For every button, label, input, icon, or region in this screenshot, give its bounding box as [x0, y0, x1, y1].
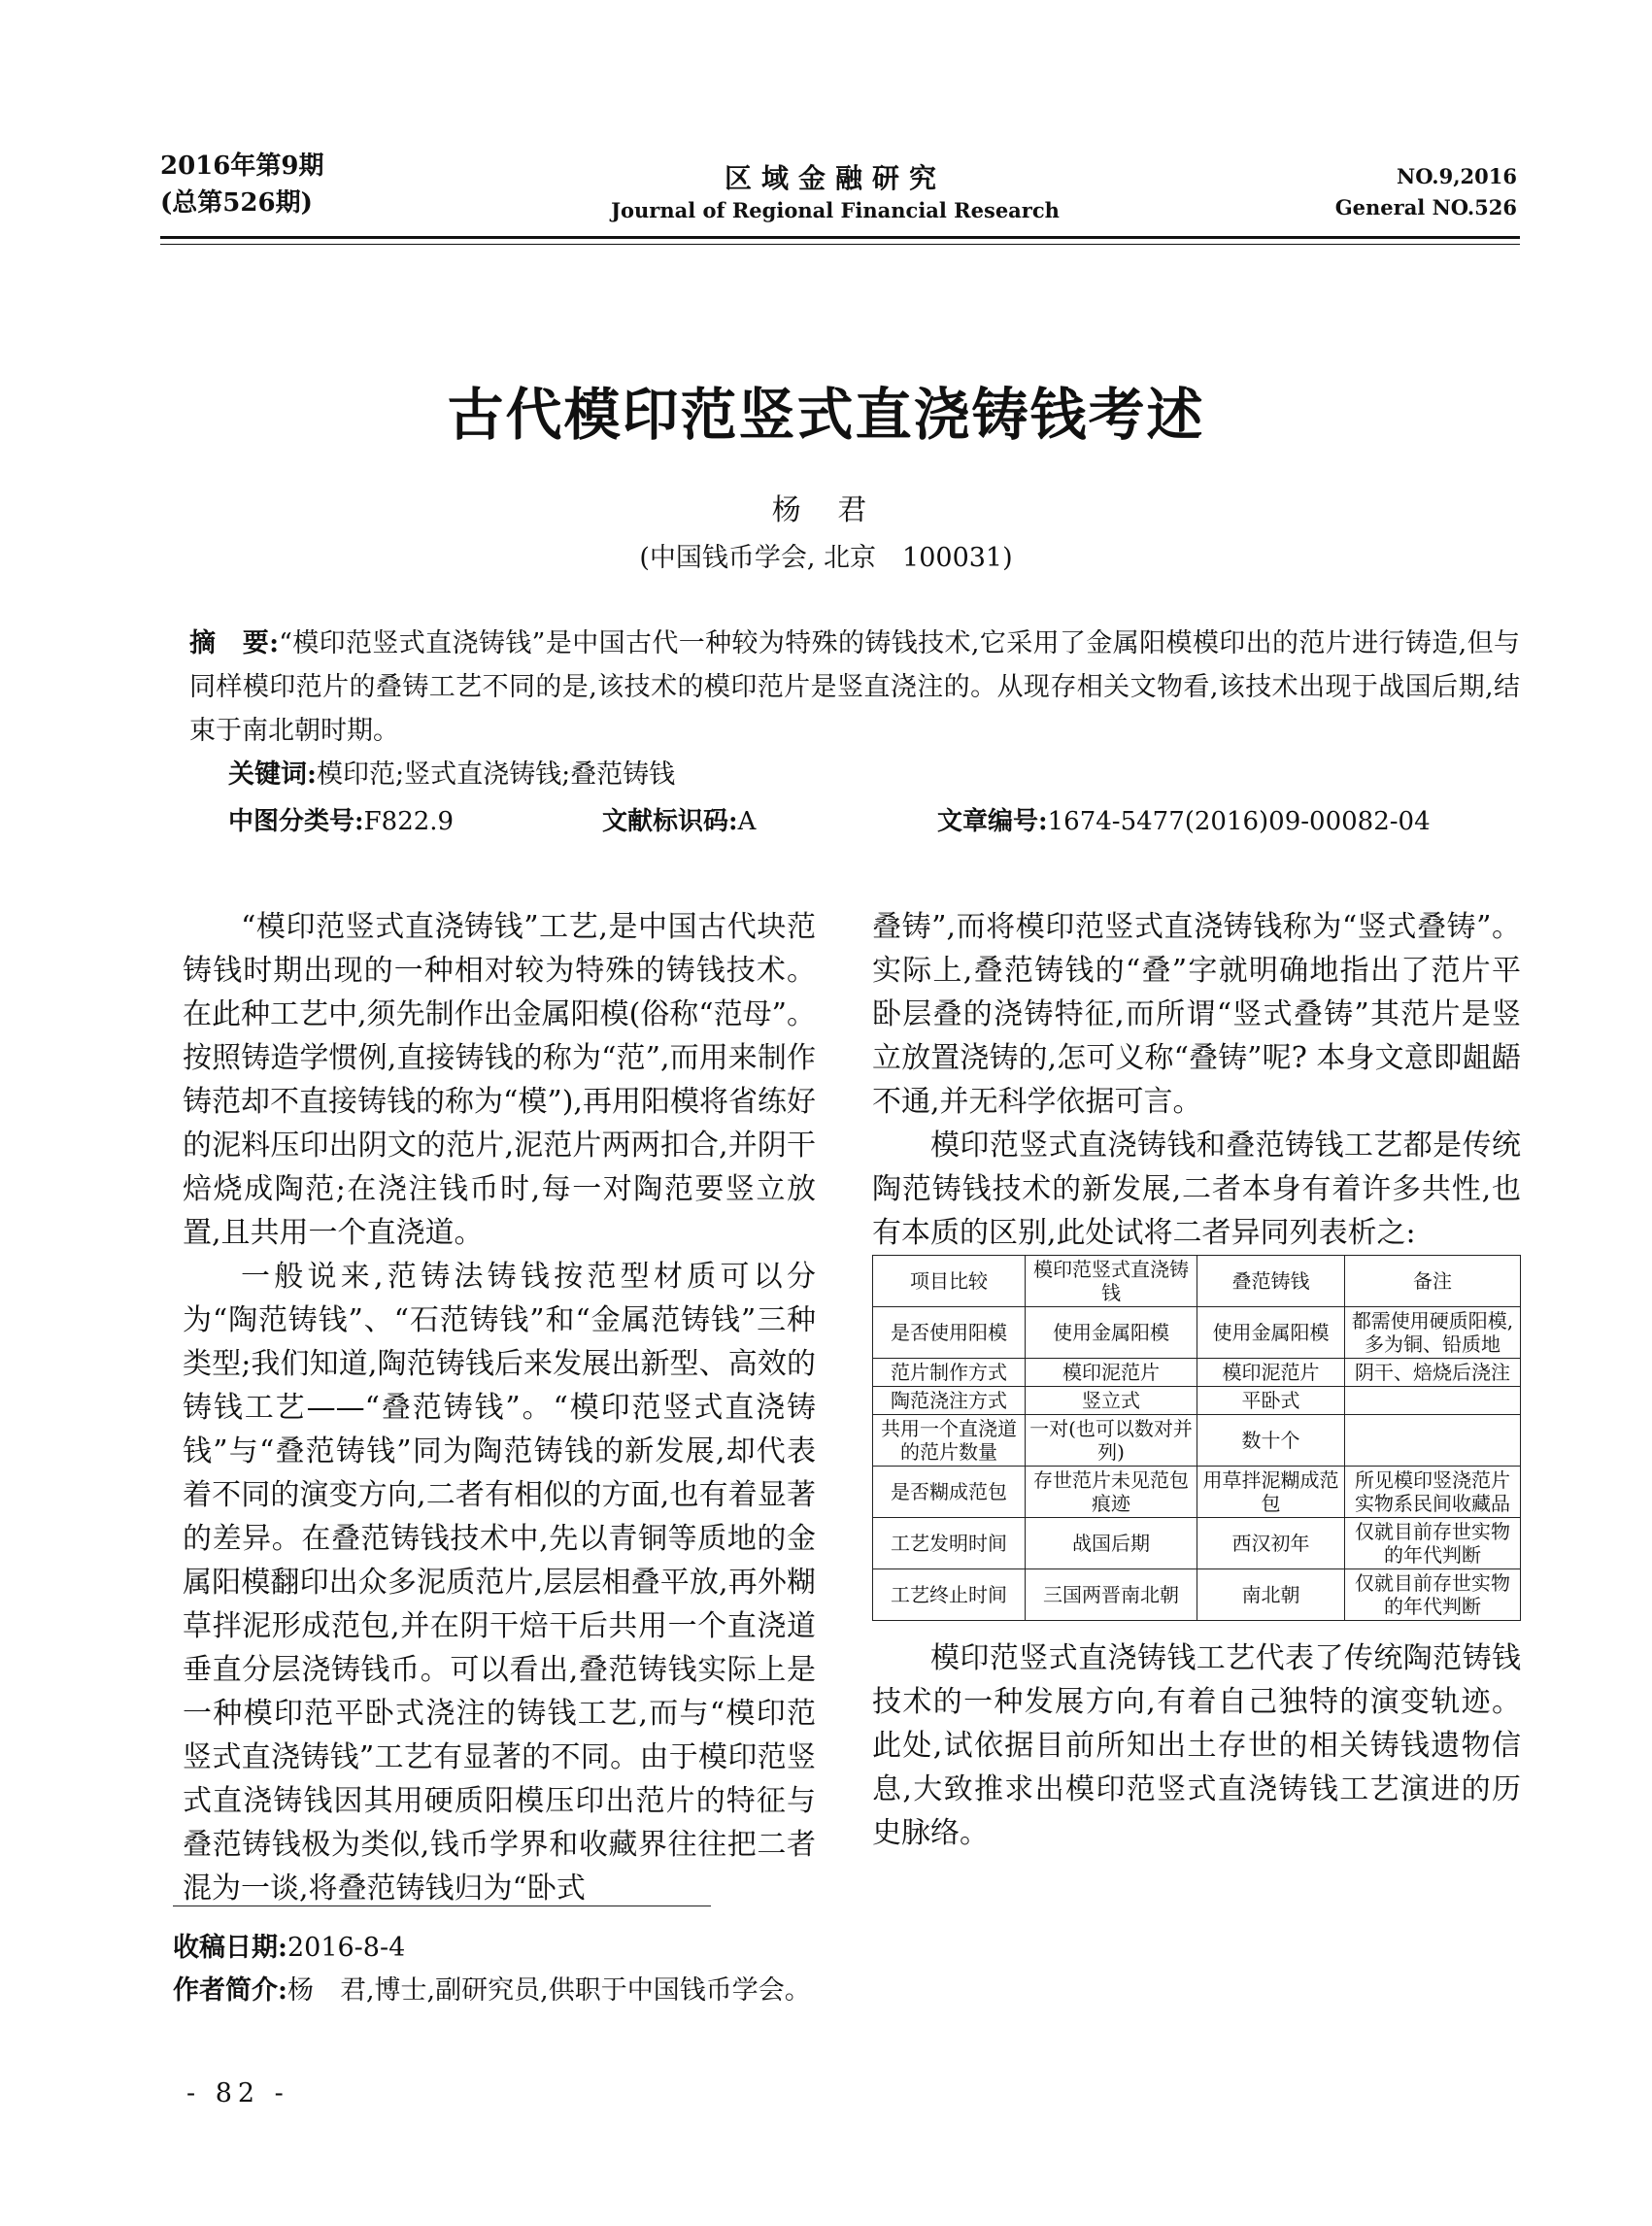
article-number	[937, 802, 1431, 841]
table-header-cell: 模印范竖式直浇铸钱	[1026, 1256, 1197, 1307]
issue-info	[160, 148, 323, 221]
body-right-column-lower	[872, 1636, 1521, 1855]
table-row	[873, 1467, 1521, 1518]
doc-label: 文献标识码:	[602, 807, 738, 836]
table-cell: 平卧式	[1197, 1387, 1345, 1415]
table-row	[873, 1518, 1521, 1569]
table-header-cell: 备注	[1345, 1256, 1521, 1307]
body-paragraph: “模印范竖式直浇铸钱”工艺,是中国古代块范铸钱时期出现的一种相对较为特殊的铸钱技术。在此种工艺中,须先制作出金属阳模(俗称“范母”。按照铸造学惯例,直接铸钱的称为“范”,而用来制作铸范却不直接铸钱的称为“模”),再用阳模将省练好的泥料压印出阴文的范片,泥范片两两扣合,并阴干焙烧成陶范;在浇注钱币时,每一对陶范要竖立放置,且共用一个直浇道。	[183, 910, 816, 1250]
page-number: - 82 -	[186, 2078, 289, 2108]
journal-name-cn: 区域金融研究	[724, 162, 946, 194]
table-cell: 都需使用硬质阳模,多为铜、铅质地	[1345, 1307, 1521, 1359]
general-no: General NO.526	[1334, 195, 1517, 219]
table-cell: 所见模印竖浇范片实物系民间收藏品	[1345, 1467, 1521, 1518]
received-date	[173, 1929, 405, 1968]
received-value: 2016-8-4	[287, 1933, 406, 1963]
issue-year: 2016年第9期	[160, 152, 324, 181]
body-left-column	[183, 905, 816, 1910]
table-cell: 工艺发明时间	[873, 1518, 1026, 1569]
table-header-row	[873, 1256, 1521, 1307]
table-cell: 仅就目前存世实物的年代判断	[1345, 1569, 1521, 1621]
article-title: 古代模印范竖式直浇铸钱考述	[447, 382, 1205, 448]
table-cell: 南北朝	[1197, 1569, 1345, 1621]
bio-value: 杨 君,博士,副研究员,供职于中国钱币学会。	[287, 1975, 811, 2006]
article-number-label: 文章编号:	[937, 807, 1048, 836]
table-header-cell: 项目比较	[873, 1256, 1026, 1307]
keywords	[228, 756, 675, 794]
table-row	[873, 1359, 1521, 1387]
author-affiliation: (中国钱币学会, 北京 100031)	[639, 543, 1013, 573]
table-cell: 使用金属阳模	[1197, 1307, 1345, 1359]
table-cell: 是否糊成范包	[873, 1467, 1026, 1518]
abstract	[189, 622, 1520, 753]
article-author: 杨 君	[771, 493, 881, 527]
keywords-label: 关键词:	[228, 759, 317, 790]
clc-label: 中图分类号:	[228, 807, 364, 836]
table-cell: 共用一个直浇道的范片数量	[873, 1415, 1026, 1467]
body-paragraph: 模印范竖式直浇铸钱和叠范铸钱工艺都是传统陶范铸钱技术的新发展,二者本身有着许多共性,也有本质的区别,此处试将二者异同列表析之:	[872, 1129, 1521, 1250]
table-cell: 数十个	[1197, 1415, 1345, 1467]
issue-total: (总第526期)	[160, 188, 313, 218]
table-cell: 存世范片未见范包痕迹	[1026, 1467, 1197, 1518]
author-bio	[173, 1972, 811, 2010]
table-cell: 模印泥范片	[1026, 1359, 1197, 1387]
document-code	[602, 802, 756, 841]
table-cell: 模印泥范片	[1197, 1359, 1345, 1387]
clc-value: F822.9	[363, 807, 455, 836]
body-paragraph: 模印范竖式直浇铸钱工艺代表了传统陶范铸钱技术的一种发展方向,有着自己独特的演变轨迹。此处,试依据目前所知出土存世的相关铸钱遗物信息,大致推求出模印范竖式直浇铸钱工艺演进的历史脉络。	[872, 1641, 1521, 1850]
doc-value: A	[737, 807, 757, 836]
body-paragraph: 一般说来,范铸法铸钱按范型材质可以分为“陶范铸钱”、“石范铸钱”和“金属范铸钱”三种类型;我们知道,陶范铸钱后来发展出新型、高效的铸钱工艺——“叠范铸钱”。“模印范竖式直浇铸钱”与“叠范铸钱”同为陶范铸钱的新发展,却代表着不同的演变方向,二者有相似的方面,也有着显著的差异。在叠范铸钱技术中,先以青铜等质地的金属阳模翻印出众多泥质范片,层层相叠平放,再外糊草拌泥形成范包,并在阴干焙干后共用一个直浇道垂直分层浇铸钱币。可以看出,叠范铸钱实际上是一种模印范平卧式浇注的铸钱工艺,而与“模印范竖式直浇铸钱”工艺有显著的不同。由于模印范竖式直浇铸钱因其用硬质阳模压印出范片的特征与叠范铸钱极为类似,钱币学界和收藏界往往把二者混为一谈,将叠范铸钱归为“卧式	[183, 1260, 816, 1906]
table-cell	[1345, 1415, 1521, 1467]
abstract-label: 摘 要:	[189, 628, 280, 658]
body-right-column	[872, 905, 1521, 1255]
table-header-cell: 叠范铸钱	[1197, 1256, 1345, 1307]
table-row	[873, 1569, 1521, 1621]
header-rule-thin	[160, 244, 1520, 245]
table-row	[873, 1387, 1521, 1415]
body-paragraph: 叠铸”,而将模印范竖式直浇铸钱称为“竖式叠铸”。实际上,叠范铸钱的“叠”字就明确地指出了范片平卧层叠的浇铸特征,而所谓“竖式叠铸”其范片是竖立放置浇铸的,怎可义称“叠铸”呢? 本身文意即龃龉不通,并无科学依据可言。	[872, 910, 1521, 1119]
table-cell: 范片制作方式	[873, 1359, 1026, 1387]
received-label: 收稿日期:	[173, 1933, 287, 1963]
table-cell: 战国后期	[1026, 1518, 1197, 1569]
header-rule-thick	[160, 236, 1520, 239]
bio-label: 作者简介:	[173, 1975, 287, 2006]
table-cell: 仅就目前存世实物的年代判断	[1345, 1518, 1521, 1569]
keywords-text: 模印范;竖式直浇铸钱;叠范铸钱	[316, 759, 676, 790]
table-row	[873, 1307, 1521, 1359]
table-cell: 使用金属阳模	[1026, 1307, 1197, 1359]
issue-number	[1204, 161, 1517, 223]
table-cell: 工艺终止时间	[873, 1569, 1026, 1621]
clc-number	[228, 802, 454, 841]
table-cell: 是否使用阳模	[873, 1307, 1026, 1359]
comparison-table	[872, 1255, 1521, 1621]
table-cell: 阴干、焙烧后浇注	[1345, 1359, 1521, 1387]
table-cell: 一对(也可以数对并列)	[1026, 1415, 1197, 1467]
journal-name-en: Journal of Regional Financial Research	[611, 198, 1060, 222]
table-cell: 陶范浇注方式	[873, 1387, 1026, 1415]
table-cell: 用草拌泥糊成范包	[1197, 1467, 1345, 1518]
abstract-text: “模印范竖式直浇铸钱”是中国古代一种较为特殊的铸钱技术,它采用了金属阳模模印出的范片进行铸造,但与同样模印范片的叠铸工艺不同的是,该技术的模印范片是竖直浇注的。从现存相关文物看,该技术出现于战国后期,结束于南北朝时期。	[189, 628, 1520, 746]
journal-name	[544, 161, 1127, 225]
issue-no: NO.9,2016	[1397, 164, 1517, 188]
table-row	[873, 1415, 1521, 1467]
table-cell: 竖立式	[1026, 1387, 1197, 1415]
table-cell: 西汉初年	[1197, 1518, 1345, 1569]
table-cell: 三国两晋南北朝	[1026, 1569, 1197, 1621]
article-number-value: 1674-5477(2016)09-00082-04	[1047, 807, 1431, 836]
table-cell	[1345, 1387, 1521, 1415]
